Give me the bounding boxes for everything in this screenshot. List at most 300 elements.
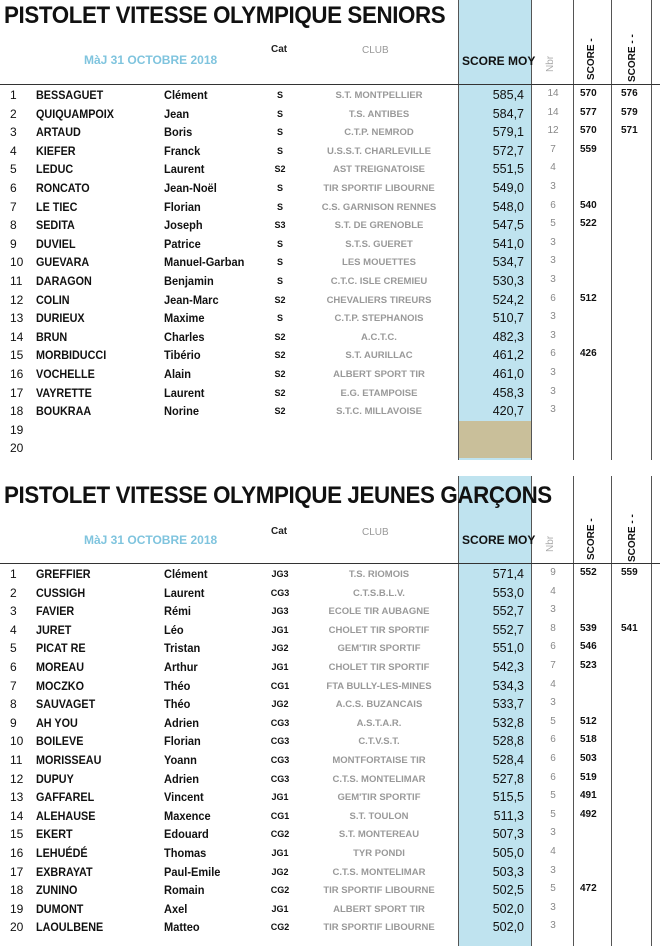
cell-category: S bbox=[276, 238, 283, 249]
cell-rank: 9 bbox=[10, 715, 17, 730]
cell-club: U.S.S.T. CHARLEVILLE bbox=[327, 145, 431, 157]
table-row bbox=[0, 235, 660, 254]
table-row bbox=[0, 179, 660, 198]
cell-category: S2 bbox=[274, 164, 286, 175]
cell-last-name: BOUKRAA bbox=[36, 404, 92, 419]
cell-last-name: EXBRAYAT bbox=[36, 864, 93, 879]
cell-first-name: Romain bbox=[164, 883, 205, 898]
cell-nbr: 9 bbox=[550, 567, 556, 578]
cell-score-moy: 552,7 bbox=[492, 622, 524, 637]
cell-rank: 5 bbox=[10, 641, 17, 656]
table-row bbox=[0, 565, 660, 584]
cell-category: S2 bbox=[274, 406, 286, 417]
cell-last-name: VAYRETTE bbox=[36, 385, 92, 400]
cell-rank: 17 bbox=[10, 385, 24, 400]
cell-last-name: BRUN bbox=[36, 329, 68, 344]
cell-score-moy: 532,8 bbox=[492, 715, 524, 730]
table-row bbox=[0, 584, 660, 603]
cell-category: CG3 bbox=[270, 717, 290, 728]
cell-first-name: Adrien bbox=[164, 771, 199, 786]
table-row bbox=[0, 807, 660, 826]
cell-nbr: 5 bbox=[550, 808, 556, 820]
cell-score-a: 472 bbox=[580, 883, 597, 895]
cell-club: A.S.T.A.R. bbox=[356, 717, 402, 729]
cell-nbr: 3 bbox=[550, 827, 556, 839]
cell-last-name: RONCATO bbox=[36, 181, 90, 195]
juniors-section bbox=[0, 476, 660, 946]
cell-club: S.T. TOULON bbox=[349, 810, 409, 822]
table-row bbox=[0, 900, 660, 919]
cell-category: S3 bbox=[274, 220, 286, 231]
cell-rank: 4 bbox=[10, 143, 17, 158]
cell-category: S bbox=[276, 145, 283, 156]
cell-score-moy: 542,3 bbox=[492, 660, 524, 674]
table-row bbox=[0, 714, 660, 733]
cell-category: JG3 bbox=[271, 606, 289, 617]
cell-first-name: Paul-Emile bbox=[164, 864, 221, 879]
cell-rank: 2 bbox=[10, 106, 17, 121]
cell-first-name: Manuel-Garban bbox=[164, 255, 245, 270]
header-score-a: SCORE - bbox=[586, 38, 597, 80]
cell-category: JG3 bbox=[271, 569, 289, 579]
cell-rank: 13 bbox=[10, 311, 24, 326]
cell-score-moy: 547,5 bbox=[492, 218, 524, 233]
cell-rank: 18 bbox=[10, 883, 24, 898]
cell-last-name: SEDITA bbox=[36, 218, 75, 233]
cell-score-moy: 572,7 bbox=[492, 143, 524, 158]
table-row bbox=[0, 621, 660, 640]
cell-rank: 18 bbox=[10, 404, 24, 419]
cell-category: S bbox=[276, 183, 283, 193]
cell-first-name: Vincent bbox=[164, 790, 204, 805]
cell-score-moy: 503,3 bbox=[492, 864, 524, 879]
cell-last-name: LE TIEC bbox=[36, 199, 78, 214]
cell-last-name: GAFFAREL bbox=[36, 790, 95, 805]
cell-score-moy: 461,0 bbox=[492, 367, 524, 381]
header-score-b: SCORE - - bbox=[627, 514, 638, 562]
cell-category: JG2 bbox=[271, 643, 289, 654]
table-row bbox=[0, 421, 660, 440]
cell-nbr: 6 bbox=[550, 641, 556, 653]
cell-first-name: Clément bbox=[164, 88, 208, 102]
cell-score-moy: 511,3 bbox=[493, 808, 524, 823]
cell-last-name: MORISSEAU bbox=[36, 753, 102, 767]
table-row bbox=[0, 751, 660, 770]
cell-first-name: Joseph bbox=[164, 218, 203, 233]
table-row bbox=[0, 216, 660, 235]
cell-club: C.T.P. STEPHANOIS bbox=[334, 313, 424, 325]
cell-category: CG3 bbox=[270, 755, 290, 765]
cell-score-a: 540 bbox=[580, 199, 597, 211]
cell-rank: 17 bbox=[10, 864, 24, 879]
cell-score-moy: 502,0 bbox=[492, 901, 524, 916]
table-row bbox=[0, 658, 660, 677]
cell-last-name: EKERT bbox=[36, 827, 73, 842]
cell-rank: 20 bbox=[10, 441, 24, 456]
cell-first-name: Florian bbox=[164, 734, 201, 749]
cell-first-name: Florian bbox=[164, 199, 201, 214]
cell-club: ALBERT SPORT TIR bbox=[333, 369, 425, 380]
cell-club: CHOLET TIR SPORTIF bbox=[328, 662, 430, 673]
cell-category: S2 bbox=[274, 369, 286, 379]
cell-nbr: 3 bbox=[550, 864, 556, 876]
cell-club: GEM'TIR SPORTIF bbox=[337, 792, 421, 804]
cell-rank: 1 bbox=[10, 88, 17, 102]
cell-score-a: 522 bbox=[580, 218, 597, 230]
cell-last-name: ARTAUD bbox=[36, 125, 81, 140]
cell-score-moy: 461,2 bbox=[492, 348, 524, 363]
cell-rank: 8 bbox=[10, 218, 17, 233]
cell-score-a: 570 bbox=[580, 88, 597, 99]
cell-club: AST TREIGNATOISE bbox=[332, 164, 426, 176]
cell-score-a: 546 bbox=[580, 641, 597, 653]
cell-rank: 12 bbox=[10, 771, 24, 786]
header-nbr: Nbr bbox=[545, 535, 556, 552]
cell-category: CG1 bbox=[270, 810, 290, 821]
cell-club: C.S. GARNISON RENNES bbox=[321, 201, 437, 213]
cell-score-a: 518 bbox=[580, 734, 597, 746]
cell-club: S.T.S. GUERET bbox=[345, 238, 413, 250]
cell-rank: 16 bbox=[10, 846, 24, 860]
cell-club: CHOLET TIR SPORTIF bbox=[328, 624, 430, 636]
cell-score-a: 523 bbox=[580, 660, 597, 671]
table-row bbox=[0, 123, 660, 142]
cell-first-name: Rémi bbox=[164, 604, 191, 619]
table-row bbox=[0, 272, 660, 291]
cell-nbr: 5 bbox=[550, 790, 556, 802]
table-row bbox=[0, 439, 660, 458]
cell-first-name: Tibério bbox=[164, 348, 201, 363]
cell-last-name: DURIEUX bbox=[36, 311, 85, 326]
cell-first-name: Laurent bbox=[164, 385, 205, 400]
table-row bbox=[0, 770, 660, 789]
cell-score-a: 512 bbox=[580, 292, 597, 304]
cell-score-moy: 505,0 bbox=[492, 846, 524, 860]
cell-score-a: 426 bbox=[580, 348, 597, 360]
cell-nbr: 6 bbox=[550, 771, 556, 783]
page-title: PISTOLET VITESSE OLYMPIQUE SENIORS bbox=[4, 2, 446, 29]
cell-club: C.T.P. NEMROD bbox=[344, 127, 414, 139]
table-row bbox=[0, 365, 660, 384]
cell-score-moy: 551,5 bbox=[492, 162, 524, 177]
cell-club: TYR PONDI bbox=[353, 848, 405, 859]
cell-nbr: 6 bbox=[550, 734, 556, 746]
cell-score-a: 539 bbox=[580, 622, 597, 634]
cell-last-name: DUPUY bbox=[36, 771, 74, 786]
header-cat: Cat bbox=[271, 44, 288, 55]
cell-rank: 8 bbox=[10, 697, 17, 712]
cell-score-a: 577 bbox=[580, 106, 597, 118]
cell-rank: 19 bbox=[10, 901, 24, 916]
cell-score-moy: 541,0 bbox=[492, 236, 524, 251]
cell-category: CG2 bbox=[270, 922, 290, 933]
cell-last-name: BESSAGUET bbox=[36, 88, 104, 102]
cell-club: C.T.S. MONTELIMAR bbox=[332, 866, 426, 878]
cell-club: ALBERT SPORT TIR bbox=[333, 903, 425, 915]
cell-score-a: 503 bbox=[580, 753, 597, 764]
table-row bbox=[0, 346, 660, 365]
cell-rank: 7 bbox=[10, 199, 17, 214]
cell-rank: 10 bbox=[10, 255, 24, 270]
cell-category: CG2 bbox=[270, 885, 290, 896]
cell-category: JG1 bbox=[271, 848, 289, 858]
cell-last-name: LEHUÉDÉ bbox=[36, 846, 88, 860]
table-row bbox=[0, 402, 660, 421]
cell-score-moy: 552,7 bbox=[492, 604, 524, 619]
header-score-b: SCORE - - bbox=[627, 34, 638, 82]
cell-score-moy: 420,7 bbox=[492, 404, 524, 419]
cell-score-moy: 551,0 bbox=[492, 641, 524, 656]
cell-score-moy: 579,1 bbox=[492, 125, 524, 140]
cell-first-name: Adrien bbox=[164, 715, 199, 730]
table-row bbox=[0, 695, 660, 714]
cell-first-name: Théo bbox=[164, 697, 191, 712]
cell-category: S2 bbox=[274, 331, 286, 342]
cell-nbr: 3 bbox=[550, 604, 556, 616]
cell-category: S bbox=[276, 127, 283, 138]
cell-category: S2 bbox=[274, 387, 286, 398]
cell-first-name: Edouard bbox=[164, 827, 209, 842]
update-date: MàJ 31 OCTOBRE 2018 bbox=[84, 53, 218, 67]
cell-first-name: Charles bbox=[164, 329, 205, 344]
cell-first-name: Laurent bbox=[164, 585, 205, 600]
cell-first-name: Patrice bbox=[164, 236, 201, 251]
cell-first-name: Jean-Marc bbox=[164, 292, 219, 307]
cell-last-name: PICAT RE bbox=[36, 641, 86, 656]
cell-club: TIR SPORTIF LIBOURNE bbox=[323, 885, 435, 897]
table-row bbox=[0, 309, 660, 328]
cell-score-moy: 528,8 bbox=[492, 734, 524, 749]
cell-club: C.T.S.B.L.V. bbox=[353, 587, 405, 599]
cell-first-name: Benjamin bbox=[164, 274, 214, 288]
cell-rank: 9 bbox=[10, 236, 17, 251]
table-row bbox=[0, 881, 660, 900]
cell-last-name: LEDUC bbox=[36, 162, 74, 177]
cell-rank: 2 bbox=[10, 585, 17, 600]
cell-club: FTA BULLY-LES-MINES bbox=[326, 680, 432, 692]
cell-last-name: AH YOU bbox=[36, 715, 78, 730]
cell-club: TIR SPORTIF LIBOURNE bbox=[323, 183, 435, 194]
cell-rank: 1 bbox=[10, 567, 17, 581]
cell-rank: 7 bbox=[10, 678, 17, 693]
table-row bbox=[0, 639, 660, 658]
cell-first-name: Alain bbox=[164, 367, 191, 381]
cell-score-b: 559 bbox=[621, 567, 638, 578]
cell-score-moy: 502,5 bbox=[492, 883, 524, 898]
cell-nbr: 3 bbox=[550, 236, 556, 248]
cell-last-name: COLIN bbox=[36, 292, 70, 307]
cell-category: S bbox=[276, 201, 283, 212]
cell-last-name: KIEFER bbox=[36, 143, 76, 158]
cell-nbr: 5 bbox=[550, 218, 556, 230]
cell-score-b: 579 bbox=[621, 106, 638, 118]
cell-rank: 3 bbox=[10, 604, 17, 619]
cell-last-name: QUIQUAMPOIX bbox=[36, 106, 115, 121]
cell-category: JG1 bbox=[271, 792, 289, 803]
cell-nbr: 4 bbox=[550, 846, 556, 857]
cell-score-a: 492 bbox=[580, 808, 597, 820]
cell-rank: 15 bbox=[10, 348, 24, 363]
table-row bbox=[0, 825, 660, 844]
cell-last-name: GUEVARA bbox=[36, 255, 90, 270]
cell-first-name: Yoann bbox=[164, 753, 197, 767]
cell-last-name: CUSSIGH bbox=[36, 585, 86, 600]
cell-nbr: 3 bbox=[550, 274, 556, 285]
cell-nbr: 6 bbox=[550, 348, 556, 360]
cell-rank: 4 bbox=[10, 622, 17, 637]
cell-score-moy: 534,3 bbox=[492, 678, 524, 693]
cell-last-name: LAOULBENE bbox=[36, 920, 104, 935]
cell-rank: 13 bbox=[10, 790, 24, 805]
cell-first-name: Norine bbox=[164, 404, 199, 419]
cell-score-moy: 585,4 bbox=[492, 88, 524, 102]
table-row bbox=[0, 602, 660, 621]
cell-club: ECOLE TIR AUBAGNE bbox=[328, 606, 430, 618]
cell-club: S.T. MONTPELLIER bbox=[335, 90, 423, 101]
header-score: SCORE MOY bbox=[462, 54, 536, 68]
cell-score-moy: 510,7 bbox=[492, 311, 524, 326]
cell-rank: 15 bbox=[10, 827, 24, 842]
table-row bbox=[0, 328, 660, 347]
cell-nbr: 8 bbox=[550, 622, 556, 634]
cell-club: A.C.T.C. bbox=[361, 331, 397, 343]
cell-nbr: 3 bbox=[550, 311, 556, 323]
cell-club: S.T. DE GRENOBLE bbox=[334, 220, 424, 232]
cell-category: CG2 bbox=[270, 829, 290, 840]
cell-first-name: Jean bbox=[164, 106, 190, 121]
cell-score-b: 576 bbox=[621, 88, 638, 99]
cell-score-moy: 458,3 bbox=[492, 385, 524, 400]
cell-category: S bbox=[276, 90, 283, 100]
cell-score-moy: 527,8 bbox=[492, 771, 524, 786]
cell-last-name: MOREAU bbox=[36, 660, 85, 674]
cell-club: CHEVALIERS TIREURS bbox=[326, 294, 432, 306]
cell-nbr: 14 bbox=[547, 88, 559, 99]
cell-category: CG3 bbox=[270, 773, 290, 784]
table-row bbox=[0, 142, 660, 161]
table-row bbox=[0, 105, 660, 124]
cell-club: T.S. ANTIBES bbox=[348, 108, 410, 120]
cell-first-name: Maxence bbox=[164, 808, 211, 823]
cell-nbr: 7 bbox=[550, 660, 556, 671]
cell-last-name: GREFFIER bbox=[36, 567, 91, 581]
cell-last-name: BOILEVE bbox=[36, 734, 84, 749]
cell-score-moy: 507,3 bbox=[492, 827, 524, 842]
cell-rank: 5 bbox=[10, 162, 17, 177]
cell-nbr: 4 bbox=[550, 585, 556, 597]
cell-nbr: 3 bbox=[550, 697, 556, 709]
cell-score-moy: 515,5 bbox=[492, 790, 524, 805]
cell-score-moy: 549,0 bbox=[492, 181, 524, 195]
cell-rank: 14 bbox=[10, 808, 24, 823]
cell-category: S bbox=[276, 108, 283, 119]
cell-first-name: Jean-Noël bbox=[164, 181, 217, 195]
cell-rank: 12 bbox=[10, 292, 24, 307]
table-row bbox=[0, 291, 660, 310]
table-row bbox=[0, 677, 660, 696]
cell-score-moy: 571,4 bbox=[492, 567, 524, 581]
cell-nbr: 6 bbox=[550, 753, 556, 764]
cell-score-a: 519 bbox=[580, 771, 597, 783]
cell-nbr: 7 bbox=[550, 143, 556, 155]
update-date-juniors: MàJ 31 OCTOBRE 2018 bbox=[84, 533, 218, 547]
cell-rank: 16 bbox=[10, 367, 24, 381]
cell-club: GEM'TIR SPORTIF bbox=[337, 643, 421, 655]
cell-category: CG3 bbox=[270, 587, 290, 598]
cell-category: JG1 bbox=[271, 624, 289, 635]
cell-score-a: 491 bbox=[580, 790, 597, 802]
cell-nbr: 5 bbox=[550, 715, 556, 727]
cell-club: A.C.S. BUZANCAIS bbox=[335, 699, 423, 711]
cell-nbr: 6 bbox=[550, 292, 556, 304]
cell-last-name: MOCZKO bbox=[36, 678, 84, 693]
table-row bbox=[0, 86, 660, 105]
cell-nbr: 5 bbox=[550, 883, 556, 895]
cell-first-name: Laurent bbox=[164, 162, 205, 177]
cell-first-name: Tristan bbox=[164, 641, 201, 656]
cell-nbr: 3 bbox=[550, 404, 556, 416]
table-row bbox=[0, 160, 660, 179]
cell-score-a: 559 bbox=[580, 143, 597, 155]
cell-score-moy: 530,3 bbox=[492, 274, 524, 288]
header-nbr: Nbr bbox=[545, 55, 556, 72]
table-row bbox=[0, 384, 660, 403]
cell-nbr: 12 bbox=[547, 125, 559, 137]
cell-last-name: FAVIER bbox=[36, 604, 75, 619]
cell-last-name: JURET bbox=[36, 622, 72, 637]
cell-nbr: 14 bbox=[547, 106, 559, 118]
cell-category: S bbox=[276, 313, 283, 324]
table-row bbox=[0, 788, 660, 807]
table-row bbox=[0, 198, 660, 217]
cell-last-name: DUVIEL bbox=[36, 236, 76, 251]
cell-score-b: 541 bbox=[621, 622, 638, 634]
cell-club: LES MOUETTES bbox=[342, 257, 416, 269]
cell-first-name: Matteo bbox=[164, 920, 200, 935]
cell-score-a: 512 bbox=[580, 715, 597, 727]
cell-category: S bbox=[276, 276, 283, 286]
cell-category: JG1 bbox=[271, 903, 289, 914]
cell-last-name: VOCHELLE bbox=[36, 367, 95, 381]
cell-first-name: Axel bbox=[164, 901, 188, 916]
cell-last-name: DUMONT bbox=[36, 901, 84, 916]
cell-category: S2 bbox=[274, 350, 286, 361]
cell-score-moy: 534,7 bbox=[492, 255, 524, 270]
cell-rank: 11 bbox=[10, 274, 23, 288]
cell-first-name: Franck bbox=[164, 143, 201, 158]
cell-score-moy: 533,7 bbox=[492, 697, 524, 712]
cell-rank: 6 bbox=[10, 660, 17, 674]
cell-category: JG1 bbox=[271, 662, 289, 672]
cell-nbr: 4 bbox=[550, 678, 556, 690]
cell-last-name: SAUVAGET bbox=[36, 697, 96, 712]
cell-club: S.T. AURILLAC bbox=[345, 350, 413, 362]
header-club: CLUB bbox=[362, 45, 389, 56]
cell-category: S bbox=[276, 257, 283, 268]
table-row bbox=[0, 844, 660, 863]
cell-score-moy: 502,0 bbox=[492, 920, 524, 935]
cell-nbr: 3 bbox=[550, 920, 556, 932]
cell-first-name: Thomas bbox=[164, 846, 207, 860]
cell-club: E.G. ETAMPOISE bbox=[340, 387, 418, 399]
cell-score-moy: 482,3 bbox=[492, 329, 524, 344]
cell-first-name: Boris bbox=[164, 125, 193, 140]
cell-last-name: MORBIDUCCI bbox=[36, 348, 107, 363]
header-cat: Cat bbox=[271, 526, 288, 537]
cell-rank: 14 bbox=[10, 329, 24, 344]
cell-category: CG3 bbox=[270, 736, 290, 747]
cell-score-a: 570 bbox=[580, 125, 597, 137]
